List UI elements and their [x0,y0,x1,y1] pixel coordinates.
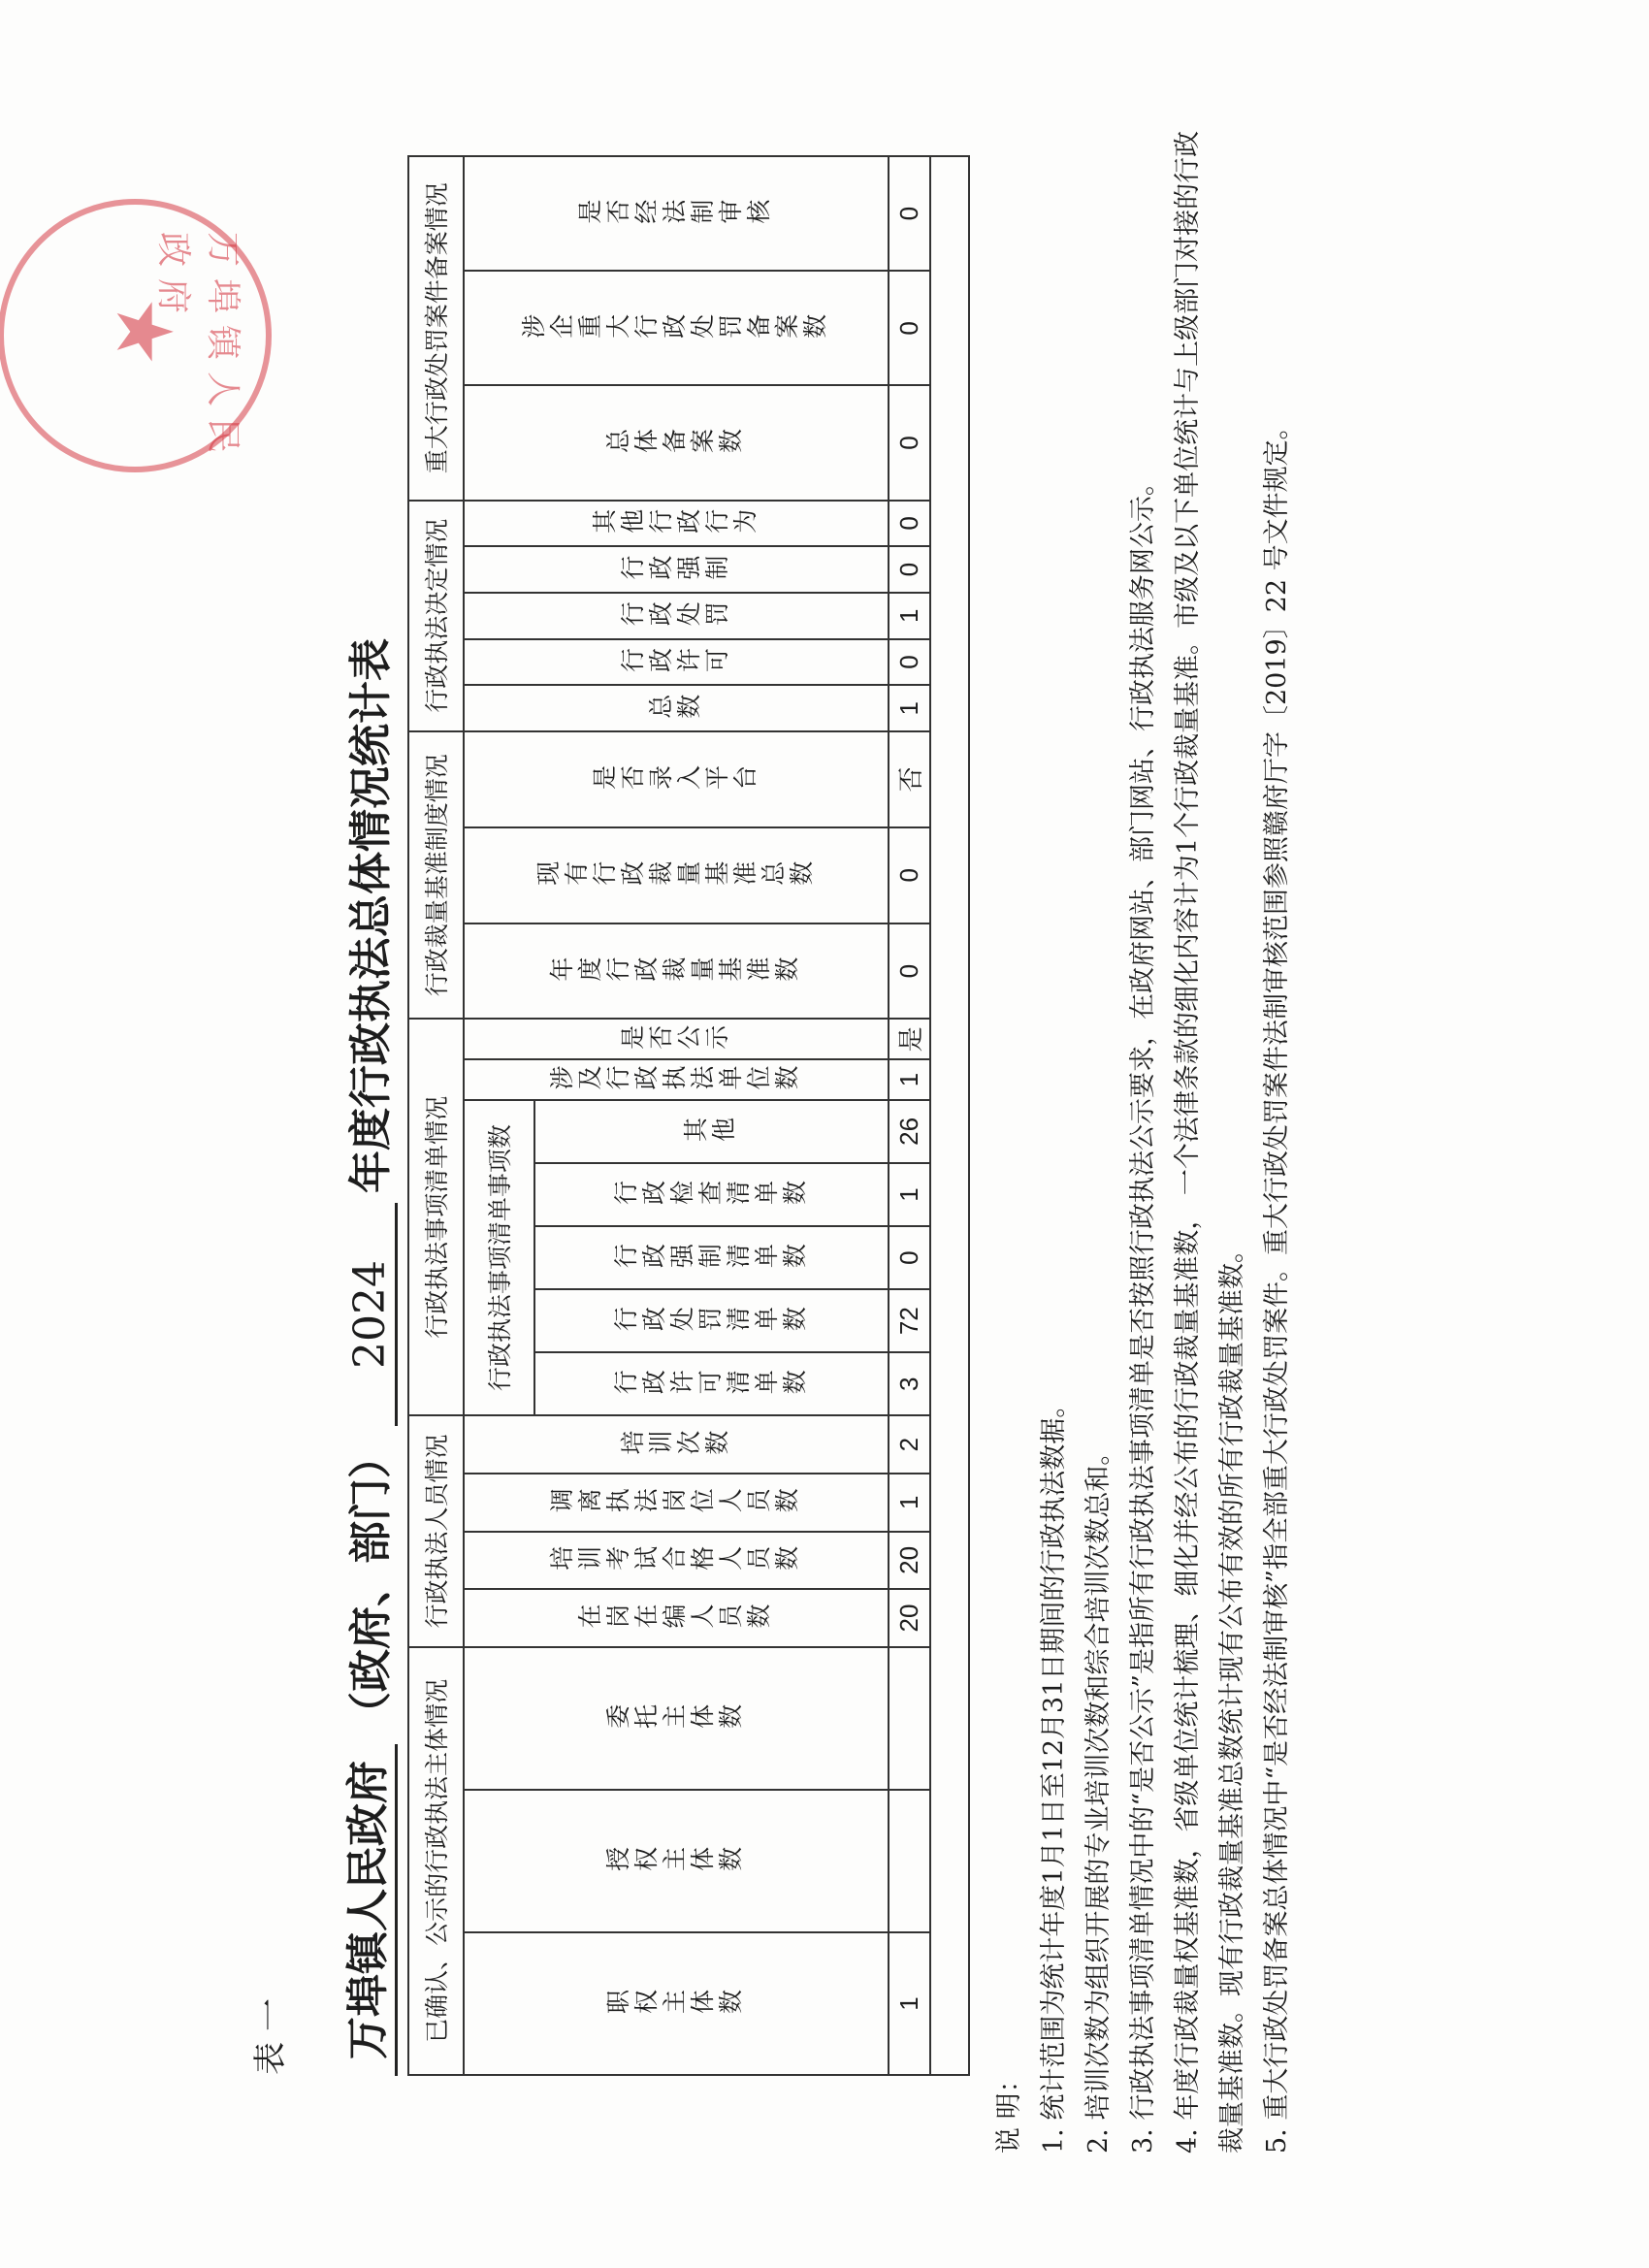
notes-heading: 说 明： [994,2066,1024,2154]
cell-discretion-2: 否 [889,731,930,827]
note-item: 5. 重大行政处罚备案总体情况中“是否经法制审核”指全部重大行政处罚案件。重大行政处罚案件法制审核范围参照赣府厅字〔2019〕22 号文件规定。 [1262,413,1292,2154]
cell-personnel-0: 20 [889,1589,930,1647]
cell-empty [930,156,969,2075]
note-item: 1. 统计范围为统计年度1月1日至12月31日期间的行政执法数据。 [1039,1391,1069,2154]
col-subject-2: 委托主体数 [464,1647,889,1790]
title-org-type: （政府、部门） [346,1436,396,1734]
note-item: 4. 年度行政裁量权基准数，省级单位统计梳理、细化并经公布的行政裁量基准数， 一个法律条款的细化内容计为1个行政裁量基准。市级及以下单位统计与上级部门对接的行政裁量基准数。现有行政裁量基准总数统计现有公布有效的所有行政裁量基准数。 [1173,130,1247,2154]
col-list-3: 行政检查清单数 [534,1163,889,1226]
group-decision: 行政执法决定情况 [408,501,464,732]
col-filing-2: 是否经法制审核 [464,156,889,271]
col-filing-1: 涉企重大行政处罚备案数 [464,271,889,385]
cell-decision-0: 1 [889,685,930,731]
col-decision-2: 行政处罚 [464,593,889,639]
cell-filing-1: 0 [889,271,930,385]
col-discretion-2: 是否录入平台 [464,731,889,827]
col-personnel-3: 培训次数 [464,1415,889,1474]
page-title [320,427,398,2076]
cell-personnel-1: 20 [889,1532,930,1590]
cell-subject-2 [889,1647,930,1790]
col-personnel-2: 调离执法岗位人员数 [464,1474,889,1532]
cell-list-4: 26 [889,1100,930,1163]
title-org: 万埠镇人民政府 [333,1744,398,2076]
note-item: 3. 行政执法事项清单情况中的“是否公示”是指所有行政执法事项清单是否按照行政执法公示要求，在政府网站、部门网站、行政执法服务网公示。 [1128,470,1158,2154]
cell-filing-0: 0 [889,385,930,500]
group-list: 行政执法事项清单情况 [408,1019,464,1415]
col-decision-0: 总数 [464,685,889,731]
col-subject-0: 职权主体数 [464,1932,889,2075]
col-personnel-0: 在岗在编人员数 [464,1589,889,1647]
table-number: 表 一 [251,1998,290,2075]
col-filing-0: 总体备案数 [464,385,889,500]
cell-filing-2: 0 [889,156,930,271]
official-seal [0,199,272,472]
col-discretion-1: 现有行政裁量基准总数 [464,827,889,923]
col-list-0: 行政许可清单数 [534,1352,889,1415]
col-list-extra-0: 涉及行政执法单位数 [464,1059,889,1100]
cell-subject-0: 1 [889,1932,930,2075]
cell-personnel-3: 2 [889,1415,930,1474]
col-list-1: 行政处罚清单数 [534,1289,889,1352]
header-row-group [408,156,464,2075]
list-subheader: 行政执法事项清单事项数 [464,1100,534,1415]
cell-list-2: 0 [889,1226,930,1289]
col-decision-3: 行政强制 [464,546,889,593]
cell-decision-4: 0 [889,501,930,547]
cell-subject-1 [889,1790,930,1932]
col-personnel-1: 培训考试合格人员数 [464,1532,889,1590]
cell-list-0: 3 [889,1352,930,1415]
notes-section [987,116,1300,2154]
col-list-extra-1: 是否公示 [464,1019,889,1059]
cell-list-1: 72 [889,1289,930,1352]
group-personnel: 行政执法人员情况 [408,1415,464,1647]
title-text: 年度行政执法总体情况统计表 [346,638,396,1193]
cell-discretion-1: 0 [889,827,930,923]
col-subject-1: 授权主体数 [464,1790,889,1932]
col-decision-4: 其他行政行为 [464,501,889,547]
cell-list-3: 1 [889,1163,930,1226]
table-row [889,156,930,2075]
col-list-4: 其他 [534,1100,889,1163]
note-item: 2. 培训次数为组织开展的专业培训次数和综合培训次数总和。 [1083,1439,1114,2154]
col-list-2: 行政强制清单数 [534,1226,889,1289]
col-decision-1: 行政许可 [464,639,889,686]
cell-discretion-0: 0 [889,923,930,1020]
table-row-empty [930,156,969,2075]
group-discretion: 行政裁量基准制度情况 [408,731,464,1019]
cell-list-extra-1: 是 [889,1019,930,1059]
cell-decision-2: 1 [889,593,930,639]
group-subject: 已确认、公示的行政执法主体情况 [408,1647,464,2075]
cell-decision-3: 0 [889,546,930,593]
cell-decision-1: 0 [889,639,930,686]
header-row-sub [464,156,534,2075]
col-discretion-0: 年度行政裁量基准数 [464,923,889,1020]
statistics-table [407,155,970,2076]
group-filing: 重大行政处罚案件备案情况 [408,156,464,501]
seal-star-icon: ★ [99,297,189,367]
seal-text: 万埠镇人民政府 [153,232,242,466]
title-year: 2024 [345,1203,398,1426]
cell-personnel-2: 1 [889,1474,930,1532]
cell-list-extra-0: 1 [889,1059,930,1100]
